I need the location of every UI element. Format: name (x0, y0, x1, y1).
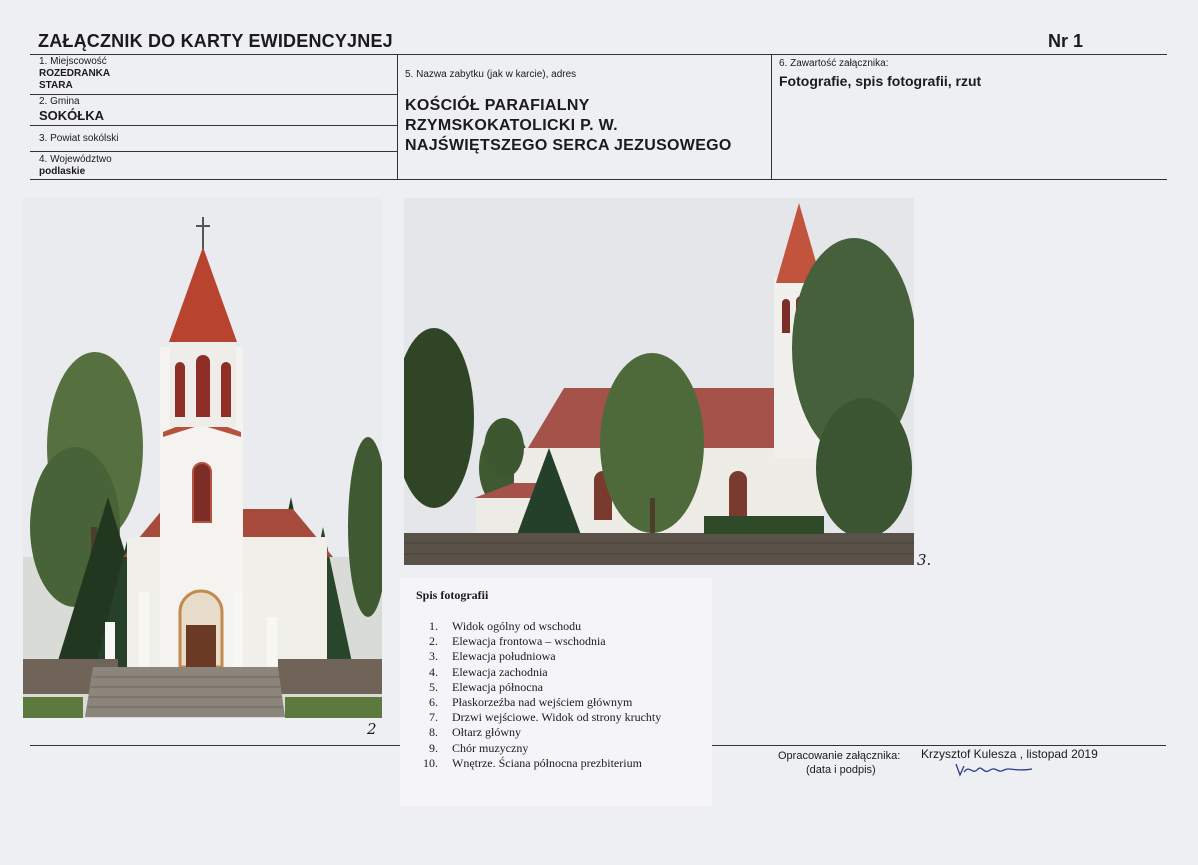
photo-front-elevation-image (23, 197, 382, 718)
zawartosc-label: 6. Zawartość załącznika: (779, 58, 889, 69)
miejscowosc-label: 1. Miejscowość (39, 56, 107, 67)
nazwa-label: 5. Nazwa zabytku (jak w karcie), adres (405, 69, 577, 80)
monument-name (405, 96, 732, 156)
handwritten-signature (954, 760, 1034, 780)
photo-south-elevation (404, 198, 914, 565)
prepared-by-label: Opracowanie załącznika: (778, 750, 901, 762)
monument-name-line-2: RZYMSKOKATOLICKI P. W. (405, 117, 618, 134)
header-rule (30, 54, 1167, 55)
list-item: 8. Ołtarz główny (429, 725, 521, 740)
list-item: 9. Chór muzyczny (429, 740, 529, 755)
list-item: 1. Widok ogólny od wschodu (429, 619, 582, 633)
column-divider-2 (771, 54, 772, 179)
list-item: 2. Elewacja frontowa – wschodnia (429, 634, 606, 649)
wojewodztwo-value: podlaskie (39, 166, 86, 177)
attachment-number: Nr 1 (1048, 31, 1084, 51)
powiat-label: 3. Powiat sokólski (39, 133, 119, 144)
date-signature-label: (data i podpis) (806, 764, 876, 776)
list-item: 6. Płaskorzeźba nad wejściem głównym (429, 695, 633, 710)
gmina-value: SOKÓŁKA (39, 108, 104, 123)
photo-list (408, 619, 661, 771)
gmina-label: 2. Gmina (39, 96, 80, 107)
list-item: 3. Elewacja południowa (429, 649, 556, 664)
row-divider-3 (30, 151, 397, 152)
wojewodztwo-label: 4. Województwo (39, 154, 112, 165)
miejscowosc-value-1: ROZEDRANKA (39, 68, 111, 79)
column-divider-1 (397, 54, 398, 179)
zawartosc-value: Fotografie, spis fotografii, rzut (779, 73, 982, 89)
row-divider-1 (30, 94, 397, 95)
row-divider-2 (30, 125, 397, 126)
document-title: ZAŁĄCZNIK DO KARTY EWIDENCYJNEJ (38, 31, 393, 51)
miejscowosc-value-2: STARA (39, 80, 73, 91)
photo-number-3: 3. (917, 551, 932, 569)
monument-name-line-3: NAJŚWIĘTSZEGO SERCA JEZUSOWEGO (405, 137, 732, 154)
photo-south-elevation-image (404, 198, 914, 565)
photo-list-heading: Spis fotografii (416, 588, 489, 602)
list-item: 7. Drzwi wejściowe. Widok od strony kruchty (429, 710, 662, 725)
list-item: 10. Wnętrze. Ściana północna prezbiterium (423, 755, 642, 770)
form-bottom-rule (30, 179, 1167, 180)
list-item: 5. Elewacja północna (429, 679, 543, 694)
footer-rule-right (712, 745, 1166, 746)
photo-front-elevation (23, 197, 382, 718)
photo-number-2: 2 (367, 720, 377, 738)
author-text: Krzysztof Kulesza , listopad 2019 (921, 747, 1098, 761)
footer-rule-left (30, 745, 400, 746)
monument-name-line-1: KOŚCIÓŁ PARAFIALNY (405, 97, 590, 114)
list-item: 4. Elewacja zachodnia (429, 664, 548, 679)
